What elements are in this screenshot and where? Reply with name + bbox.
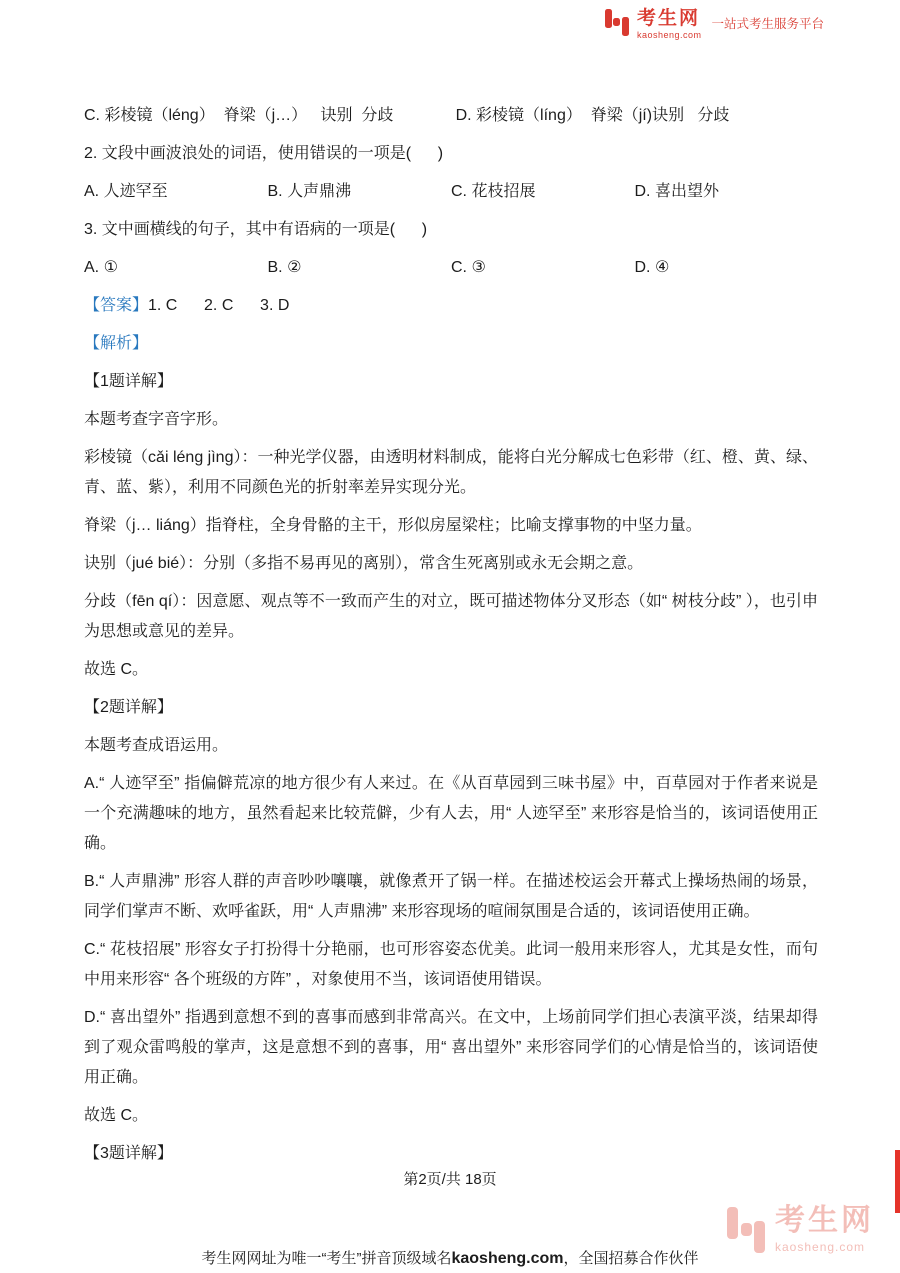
option-item: B. ②	[267, 259, 302, 276]
paragraph-text: D.“ 喜出望外” 指遇到意想不到的喜事而感到非常高兴。在文中，上场前同学们担心表演平淡，结果却得到了观众雷鸣般的掌声，这是意想不到的喜事，用“ 喜出望外” 来形容同学们的心情是恰当的，该词语使用正确。	[84, 1009, 818, 1086]
paragraph-text: 【3题详解】	[84, 1145, 173, 1162]
promo-domain: kaosheng.com	[451, 1250, 564, 1267]
site-header	[605, 9, 824, 40]
options-question-2	[84, 177, 818, 207]
document-body	[84, 101, 818, 1177]
analysis-paragraph	[84, 511, 818, 541]
option-item: B. 人声鼎沸	[267, 183, 352, 200]
option-item: A. ①	[84, 259, 118, 276]
paragraph-text: 1. C 2. C 3. D	[148, 297, 290, 314]
paragraph-text: 故选 C。	[84, 661, 149, 678]
logo-text-block	[637, 9, 702, 40]
kaosheng-watermark	[727, 1206, 874, 1253]
option-item: A. 人迹罕至	[84, 183, 168, 200]
analysis-paragraph	[84, 1003, 818, 1093]
detail-heading-2	[84, 693, 818, 723]
conclusion-2	[84, 1101, 818, 1131]
footer-promo	[0, 1247, 900, 1268]
option-item: D. ④	[634, 259, 670, 276]
logo-domain: kaosheng.com	[636, 30, 702, 40]
paragraph-text: 彩棱镜（cǎi léng jìng）：一种光学仪器，由透明材料制成，能将白光分解成七色彩带（红、橙、黄、绿、青、蓝、紫），利用不同颜色光的折射率差异实现分光。	[84, 449, 818, 496]
analysis-paragraph	[84, 443, 818, 503]
paragraph-text: B.“ 人声鼎沸” 形容人群的声音吵吵嚷嚷，就像煮开了锅一样。在描述校运会开幕式上操场热闹的场景，同学们掌声不断、欢呼雀跃，用“ 人声鼎沸” 来形容现场的喧闹氛围是合适的，该词语使用正确。	[84, 873, 818, 920]
paragraph-text: 【1题详解】	[84, 373, 173, 390]
paragraph-text: 故选 C。	[84, 1107, 149, 1124]
analysis-paragraph	[84, 769, 818, 859]
detail-heading-3	[84, 1139, 818, 1169]
paragraph-text: 脊梁（j… liáng）指脊柱，全身骨骼的主干，形似房屋梁柱；比喻支撑事物的中坚力量。	[84, 517, 702, 534]
option-item: C. 花枝招展	[451, 183, 536, 200]
section-label: 【答案】	[84, 297, 149, 314]
paragraph-text: 2. 文段中画波浪处的词语，使用错误的一项是( )	[84, 145, 444, 162]
paragraph-text: 本题考查成语运用。	[84, 737, 229, 754]
option-item: D. 喜出望外	[634, 183, 719, 200]
section-label: 【解析】	[84, 335, 149, 352]
analysis-paragraph	[84, 867, 818, 927]
analysis-paragraph	[84, 731, 818, 761]
question-3	[84, 215, 818, 245]
paragraph-text: 分歧（fēn qí）：因意愿、观点等不一致而产生的对立，既可描述物体分叉形态（如“ 树枝分歧” ），也引申为思想或意见的差异。	[84, 593, 818, 640]
watermark-text-block	[775, 1206, 874, 1253]
watermark-domain: kaosheng.com	[775, 1240, 866, 1254]
paragraph-text: 【2题详解】	[84, 699, 173, 716]
paragraph-text: 诀别（jué bié）：分别（多指不易再见的离别），常含生死离别或永无会期之意。	[84, 555, 644, 572]
kaosheng-watermark-icon	[727, 1207, 765, 1253]
detail-heading-1	[84, 367, 818, 397]
option-line-cd	[84, 101, 818, 131]
logo-name: 考生网	[636, 8, 700, 29]
question-2	[84, 139, 818, 169]
paragraph-text: C.“ 花枝招展” 形容女子打扮得十分艳丽，也可形容姿态优美。此词一般用来形容人，尤其是女性，而句中用来形容“ 各个班级的方阵” ，对象使用不当，该词语使用错误。	[84, 941, 818, 988]
answer-line	[84, 291, 818, 321]
analysis-heading	[84, 329, 818, 359]
paragraph-text: C. 彩棱镜（léng） 脊梁（j…） 诀别 分歧 D. 彩棱镜（líng） 脊梁（jí)诀别 分歧	[84, 107, 730, 124]
promo-suffix: ，全国招募合作伙伴	[563, 1250, 699, 1267]
paragraph-text: A.“ 人迹罕至” 指偏僻荒凉的地方很少有人来过。在《从百草园到三味书屋》中，百草园对于作者来说是一个充满趣味的地方，虽然看起来比较荒僻，少有人去，用“ 人迹罕至” 来形容是恰当的，该词语使用正确。	[84, 775, 818, 852]
options-question-3	[84, 253, 818, 283]
logo-tagline: 一站式考生服务平台	[711, 17, 824, 31]
conclusion-1	[84, 655, 818, 685]
analysis-paragraph	[84, 935, 818, 995]
option-item: C. ③	[451, 259, 486, 276]
red-edge-marker	[895, 1150, 900, 1213]
promo-prefix: 考生网网址为唯一“考生”拼音顶级域名	[201, 1250, 452, 1267]
paragraph-text: 3. 文中画横线的句子，其中有语病的一项是( )	[84, 221, 428, 238]
watermark-name: 考生网	[775, 1204, 874, 1237]
page-number: 第2页/共 18页	[403, 1171, 497, 1188]
analysis-paragraph	[84, 587, 818, 647]
analysis-paragraph	[84, 405, 818, 435]
kaosheng-logo-icon	[605, 9, 629, 36]
analysis-paragraph	[84, 549, 818, 579]
paragraph-text: 本题考查字音字形。	[84, 411, 229, 428]
